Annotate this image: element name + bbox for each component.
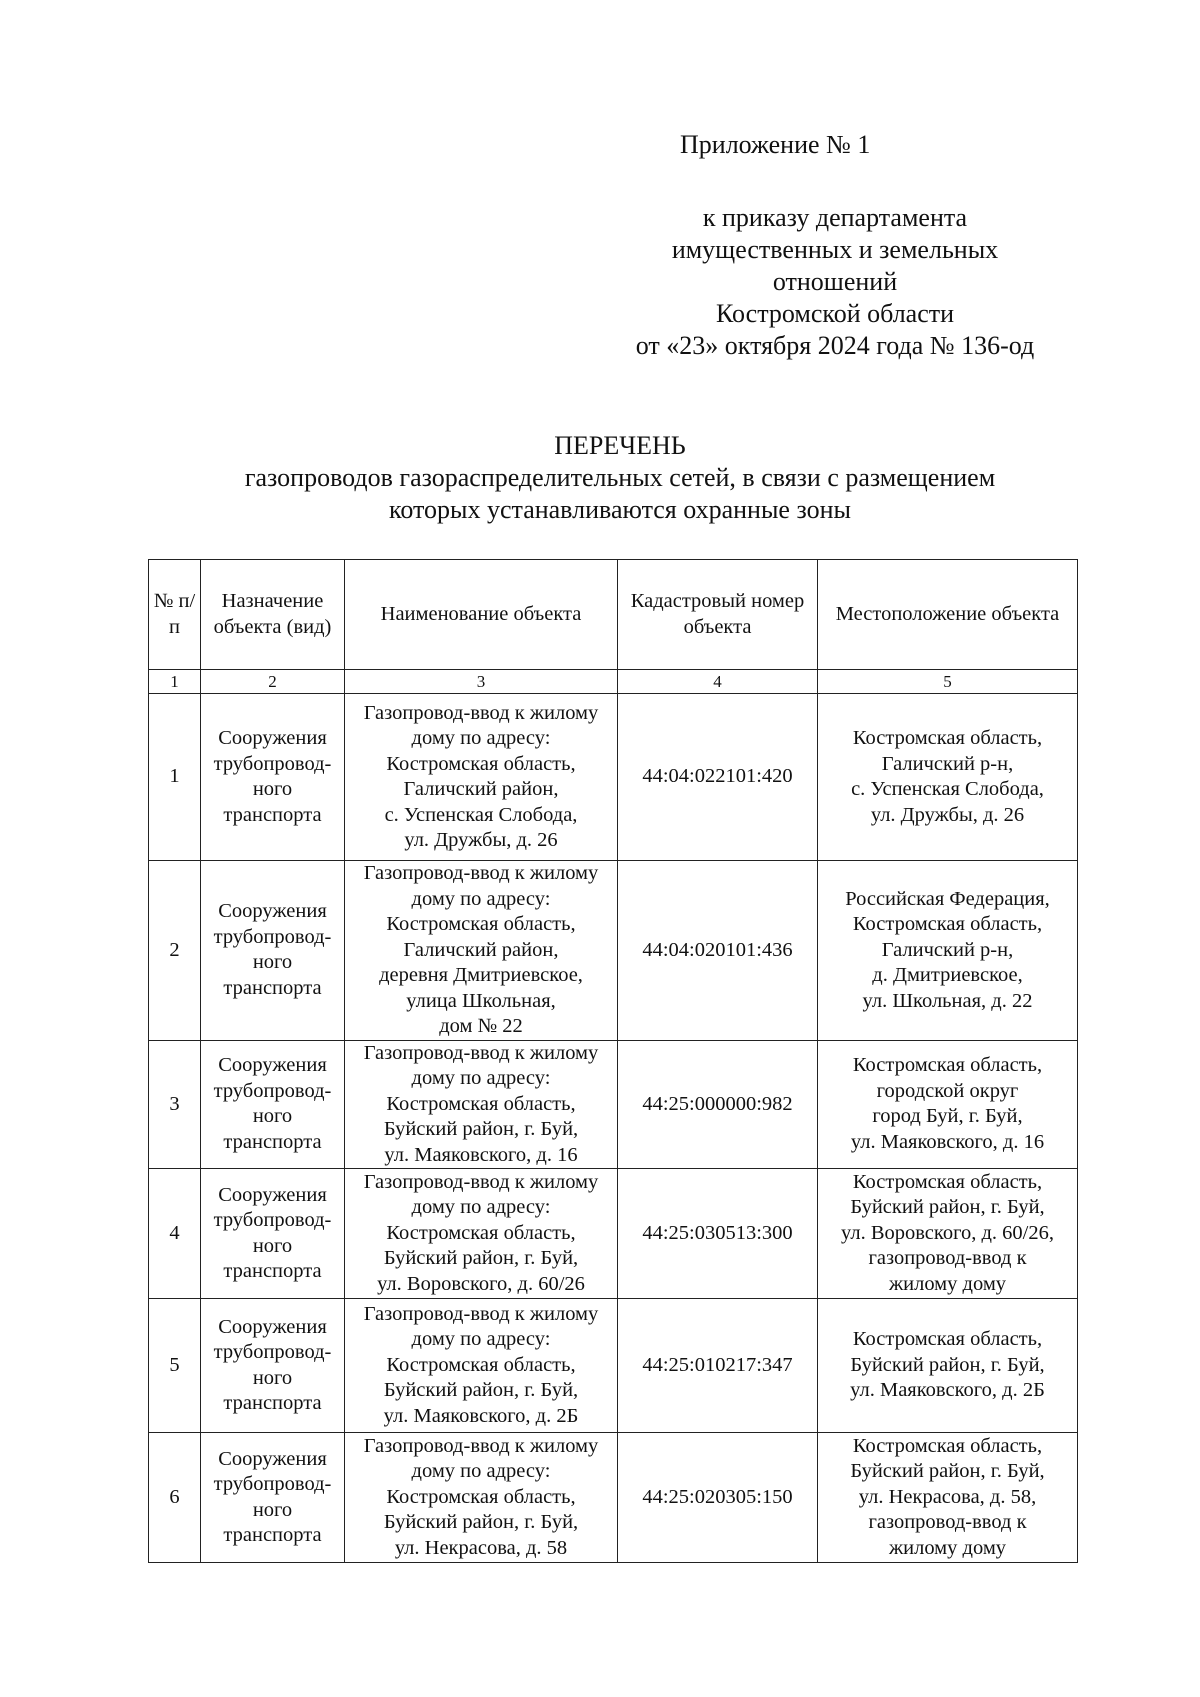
cell-line: Буйский район, г. Буй, (850, 1196, 1045, 1219)
cell-number: 4 (149, 1169, 201, 1299)
pipelines-table (148, 559, 1078, 1563)
column-number: 4 (618, 670, 818, 694)
cell-line: транспорта (223, 803, 322, 826)
cell-object-name (345, 1433, 618, 1563)
cell-line: ул. Дружбы, д. 26 (404, 829, 558, 851)
cell-cadastral-number: 44:25:020305:150 (618, 1433, 818, 1563)
cell-line: Костромская область, (386, 1485, 576, 1508)
column-number: 2 (201, 670, 345, 694)
header-line: объекта (вид) (213, 615, 332, 638)
cell-location (818, 1299, 1078, 1433)
cell-line: ул. Некрасова, д. 58 (394, 1536, 568, 1559)
cell-line: ного (252, 778, 293, 800)
cell-line: Буйский район, г. Буй, (383, 1379, 579, 1402)
cell-location (818, 861, 1078, 1041)
cell-line: Костромская область, (386, 1221, 576, 1244)
cell-location (818, 1040, 1078, 1169)
cell-line: дом № 22 (439, 1015, 523, 1037)
cell-line: Буйский район, г. Буй, (850, 1460, 1045, 1483)
header-line: объекта (683, 615, 752, 638)
document-title: ПЕРЕЧЕНЬ (554, 431, 686, 460)
cell-line: ул. Школьная, д. 22 (862, 989, 1033, 1012)
cell-line: Газопровод-ввод к жилому (363, 1302, 599, 1325)
table-header-row (149, 560, 1078, 670)
cell-cadastral-number: 44:25:010217:347 (618, 1299, 818, 1433)
cell-line: ного (252, 1366, 293, 1389)
cell-line: с. Успенская Слобода, (384, 803, 578, 826)
cell-line: Галичский район, (403, 778, 559, 800)
cell-line: дому по адресу: (411, 727, 551, 749)
cell-line: Костромская область, (852, 727, 1043, 749)
cell-line: транспорта (223, 1260, 322, 1282)
order-line: имущественных и земельных (671, 235, 999, 264)
cell-line: с. Успенская Слобода, (851, 778, 1044, 800)
cell-location (818, 694, 1078, 861)
cell-line: дому по адресу: (411, 1196, 551, 1219)
cell-line: Газопровод-ввод к жилому (363, 862, 599, 884)
header-cadastral-number (618, 560, 818, 670)
cell-line: Сооружения (218, 1315, 327, 1338)
cell-line: Костромская область, (852, 1434, 1043, 1457)
cell-line: транспорта (223, 1392, 322, 1414)
cell-object-name (345, 694, 618, 861)
cell-number: 1 (149, 694, 201, 861)
cell-cadastral-number: 44:04:020101:436 (618, 861, 818, 1041)
cell-line: ул. Дружбы, д. 26 (870, 803, 1025, 826)
cell-line: трубопровод- (213, 925, 332, 948)
cell-line: город Буй, г. Буй, (872, 1105, 1023, 1128)
cell-location (818, 1169, 1078, 1299)
cell-line: трубопровод- (213, 1079, 332, 1102)
cell-number: 5 (149, 1299, 201, 1433)
cell-purpose (201, 1433, 345, 1563)
table-row (149, 1299, 1078, 1433)
cell-line: Сооружения (218, 727, 327, 749)
cell-line: Костромская область, (386, 1092, 576, 1115)
cell-object-name (345, 861, 618, 1041)
cell-line: Галичский р-н, (881, 752, 1014, 775)
cell-line: транспорта (223, 1130, 322, 1153)
cell-line: Буйский район, г. Буй, (383, 1118, 579, 1140)
cell-purpose (201, 694, 345, 861)
cell-cadastral-number: 44:25:000000:982 (618, 1040, 818, 1169)
order-line: отношений (772, 267, 898, 296)
cell-line: ул. Некрасова, д. 58, (858, 1485, 1037, 1508)
cell-object-name (345, 1169, 618, 1299)
cell-number: 2 (149, 861, 201, 1041)
cell-line: дому по адресу: (411, 1067, 551, 1089)
cell-purpose (201, 1299, 345, 1433)
cell-line: ул. Маяковского, д. 2Б (383, 1404, 579, 1427)
cell-line: Костромская область, (386, 913, 576, 935)
cell-line: дому по адресу: (411, 887, 551, 910)
cell-line: улица Школьная, (406, 989, 556, 1012)
cell-line: Костромская область, (386, 752, 576, 775)
cell-line: Костромская область, (386, 1353, 576, 1376)
cell-line: трубопровод- (213, 1341, 332, 1363)
cell-line: Сооружения (218, 1183, 327, 1206)
cell-line: транспорта (223, 1524, 322, 1546)
cell-line: газопровод-ввод к (868, 1511, 1027, 1534)
cell-line: Буйский район, г. Буй, (383, 1511, 579, 1534)
appendix-label: Приложение № 1 (680, 130, 871, 159)
cell-line: трубопровод- (213, 752, 332, 775)
cell-line: Галичский район, (403, 938, 559, 961)
cell-line: газопровод-ввод к (868, 1247, 1027, 1270)
cell-line: Сооружения (218, 1054, 327, 1077)
cell-line: ного (252, 1105, 293, 1128)
table-row (149, 861, 1078, 1041)
cell-line: дому по адресу: (411, 1460, 551, 1483)
cell-line: Газопровод-ввод к жилому (363, 1170, 599, 1193)
cell-line: деревня Дмитриевское, (379, 964, 583, 986)
cell-line: ного (252, 951, 293, 974)
cell-line: Российская Федерация, (845, 887, 1050, 910)
table-body (149, 694, 1078, 1563)
column-number: 1 (149, 670, 201, 694)
cell-line: Газопровод-ввод к жилому (363, 1434, 599, 1457)
cell-line: ул. Воровского, д. 60/26 (377, 1272, 585, 1295)
cell-line: Костромская область, (852, 913, 1043, 935)
cell-line: Газопровод-ввод к жилому (363, 701, 599, 724)
header-line: № (153, 590, 174, 612)
cell-line: ного (252, 1498, 293, 1521)
table-row (149, 1169, 1078, 1299)
table-row (149, 1040, 1078, 1169)
cell-line: ул. Воровского, д. 60/26, (841, 1221, 1054, 1244)
cell-line: жилому дому (888, 1272, 1007, 1295)
cell-object-name (345, 1299, 618, 1433)
cell-number: 3 (149, 1040, 201, 1169)
cell-line: трубопровод- (213, 1473, 332, 1495)
cell-line: Костромская область, (852, 1328, 1043, 1351)
header-line: Назначение (221, 590, 324, 612)
cell-object-name (345, 1040, 618, 1169)
cell-line: дому по адресу: (411, 1328, 551, 1351)
order-reference (600, 202, 1070, 362)
order-line: Костромской области (715, 299, 955, 328)
cell-purpose (201, 861, 345, 1041)
table-row (149, 1433, 1078, 1563)
cell-line: Галичский р-н, (881, 938, 1014, 961)
document-subtitle-line: которых устанавливаются охранные зоны (389, 495, 851, 524)
cell-line: Буйский район, г. Буй, (383, 1247, 579, 1270)
order-line: к приказу департамента (702, 203, 968, 232)
cell-line: Сооружения (218, 900, 327, 923)
cell-line: ул. Маяковского, д. 16 (850, 1130, 1045, 1153)
column-numbers-row (149, 670, 1078, 694)
order-line: от «23» октября 2024 года № 136-од (635, 331, 1035, 360)
header-location (818, 560, 1078, 670)
cell-line: Газопровод-ввод к жилому (363, 1041, 599, 1064)
header-line: п/п (169, 590, 196, 638)
cell-purpose (201, 1040, 345, 1169)
header-line: Наименование объекта (380, 602, 582, 625)
cell-line: трубопровод- (213, 1209, 332, 1231)
cell-number: 6 (149, 1433, 201, 1563)
cell-line: Костромская область, (852, 1054, 1043, 1077)
header-line: Кадастровый номер (630, 590, 805, 612)
document-heading (140, 430, 1100, 526)
header-number (149, 560, 201, 670)
header-line: Местоположение объекта (835, 602, 1060, 625)
cell-line: транспорта (223, 976, 322, 999)
cell-line: городской округ (876, 1079, 1019, 1102)
cell-line: ного (252, 1234, 293, 1257)
cell-line: д. Дмитриевское, (872, 964, 1023, 986)
cell-line: ул. Маяковского, д. 16 (384, 1143, 578, 1166)
header-purpose (201, 560, 345, 670)
cell-line: ул. Маяковского, д. 2Б (850, 1379, 1045, 1402)
table-row (149, 694, 1078, 861)
cell-line: Костромская область, (852, 1170, 1043, 1193)
cell-line: Буйский район, г. Буй, (850, 1353, 1045, 1376)
cell-cadastral-number: 44:04:022101:420 (618, 694, 818, 861)
cell-purpose (201, 1169, 345, 1299)
column-number: 3 (345, 670, 618, 694)
header-object-name (345, 560, 618, 670)
cell-line: жилому дому (888, 1536, 1007, 1559)
column-number: 5 (818, 670, 1078, 694)
cell-cadastral-number: 44:25:030513:300 (618, 1169, 818, 1299)
cell-location (818, 1433, 1078, 1563)
document-subtitle-line: газопроводов газораспределительных сетей, в связи с размещением (244, 463, 996, 492)
cell-line: Сооружения (218, 1447, 327, 1470)
